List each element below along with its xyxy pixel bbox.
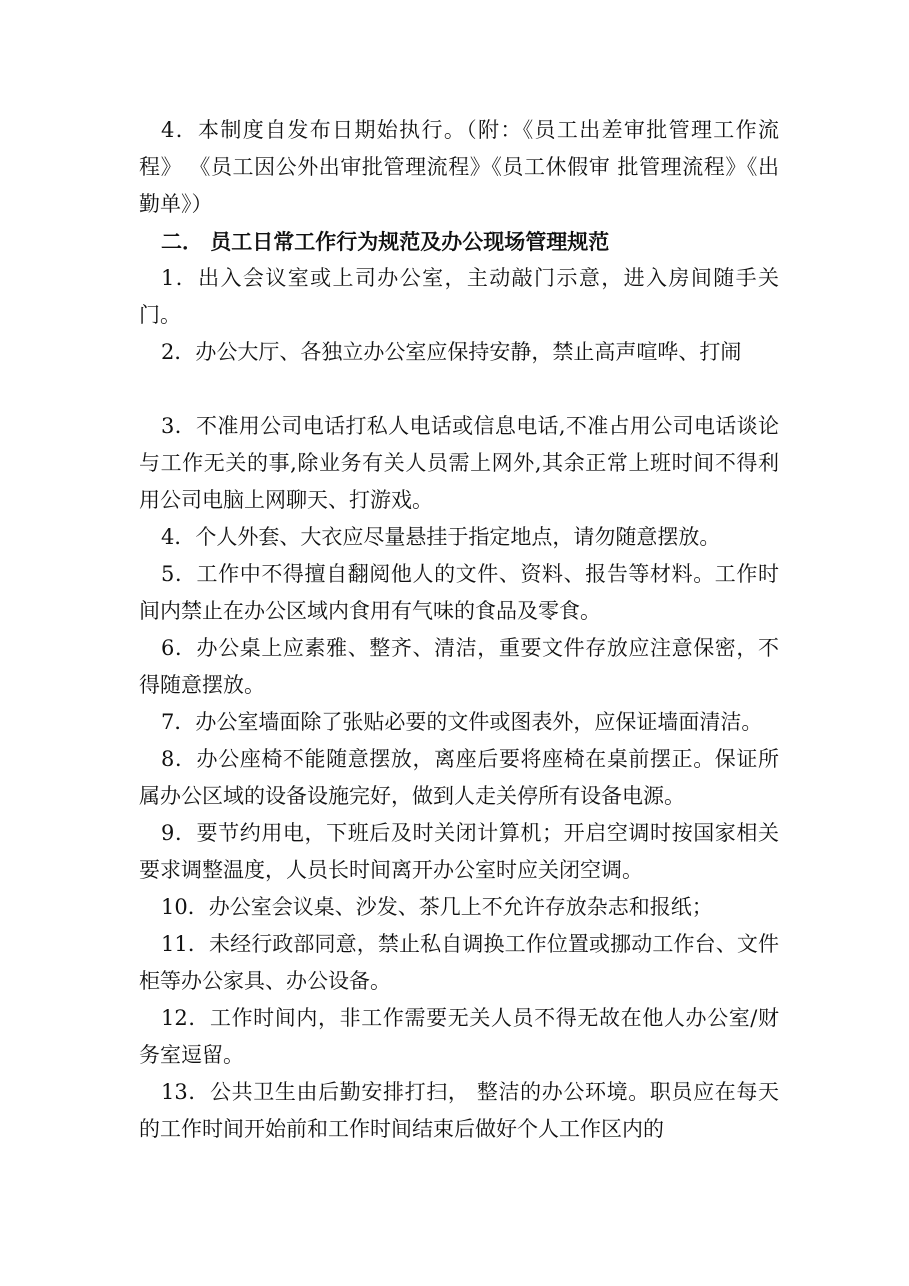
- rule-item-13: 13．公共卫生由后勤安排打扫， 整洁的办公环境。职员应在每天的工作时间开始前和工作时间结束后做好个人工作区内的: [139, 1080, 779, 1141]
- rule-item-7: 7．办公室墙面除了张贴必要的文件或图表外，应保证墙面清洁。: [161, 710, 763, 734]
- rule-item-8: 8．办公座椅不能随意摆放，离座后要将座椅在桌前摆正。保证所属办公区域的设备设施完好，做到人走关停所有设备电源。: [139, 747, 779, 808]
- rule-item-1: 1．出入会议室或上司办公室，主动敲门示意，进入房间随手关门。: [139, 266, 779, 327]
- rule-item-12: 12．工作时间内，非工作需要无关人员不得无故在他人办公室/财务室逗留。: [139, 1006, 779, 1067]
- rule-item-9: 9．要节约用电，下班后及时关闭计算机；开启空调时按国家相关要求调整温度，人员长时间离开办公室时应关闭空调。: [139, 821, 779, 882]
- rule-item-3: 3．不准用公司电话打私人电话或信息电话,不准占用公司电话谈论与工作无关的事,除业务有关人员需上网外,其余正常上班时间不得利用公司电脑上网聊天、打游戏。: [139, 414, 779, 512]
- rule-item-5: 5．工作中不得擅自翻阅他人的文件、资料、报告等材料。工作时间内禁止在办公区域内食用有气味的食品及零食。: [139, 562, 779, 623]
- rule-item-6: 6．办公桌上应素雅、整齐、清洁，重要文件存放应注意保密，不得随意摆放。: [139, 636, 779, 697]
- blank-line: [139, 371, 779, 408]
- rule-item-10: 10．办公室会议桌、沙发、茶几上不允许存放杂志和报纸；: [161, 895, 713, 919]
- paragraph-effective-date: 4．本制度自发布日期始执行。（附：《员工出差审批管理工作流程》 《员工因公外出审批管理流程》《员工休假审 批管理流程》《出勤单》）: [139, 118, 779, 216]
- document-body: [139, 112, 779, 1148]
- rule-item-4: 4．个人外套、大衣应尽量悬挂于指定地点，请勿随意摆放。: [161, 525, 721, 549]
- section-heading: 二． 员工日常工作行为规范及办公现场管理规范: [161, 229, 610, 254]
- rule-item-2: 2．办公大厅、各独立办公室应保持安静，禁止高声喧哗、打闹: [161, 340, 742, 364]
- rule-item-11: 11．未经行政部同意，禁止私自调换工作位置或挪动工作台、文件柜等办公家具、办公设备。: [139, 932, 779, 993]
